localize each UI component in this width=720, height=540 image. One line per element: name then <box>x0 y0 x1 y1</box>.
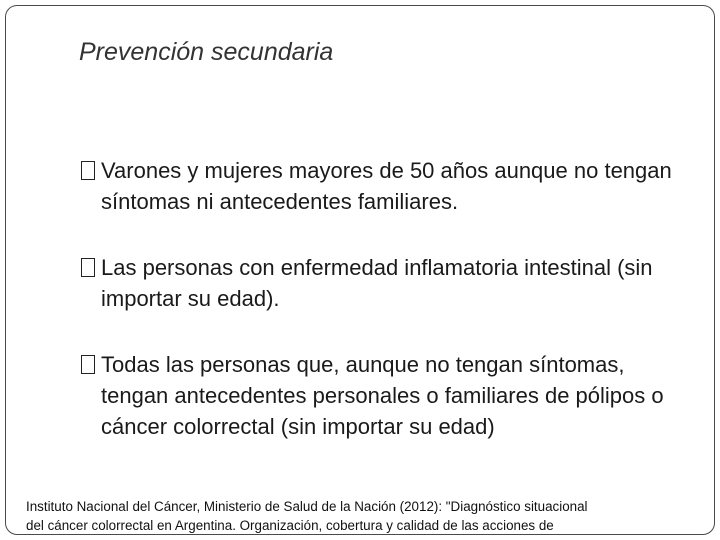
bullet-box-icon <box>81 161 95 180</box>
bullet-text-1: Varones y mujeres mayores de 50 años aunque no tengan síntomas ni antecedentes familiares. <box>101 158 672 214</box>
bullet-text-2: Las personas con enfermedad inflamatoria intestinal (sin importar su edad). <box>101 255 653 311</box>
bullet-text-3: Todas las personas que, aunque no tengan síntomas, tengan antecedentes personales o familiares de pólipos o cáncer colorrectal (sin importar su edad) <box>101 352 664 439</box>
bullet-list <box>81 155 681 442</box>
source-citation <box>26 497 716 535</box>
bullet-box-icon <box>81 258 95 277</box>
citation-line-1: Instituto Nacional del Cáncer, Ministerio de Salud de la Nación (2012): "Diagnóstico situacional <box>26 499 588 514</box>
bullet-item-1 <box>81 155 681 217</box>
slide-title: Prevención secundaria <box>79 38 334 66</box>
citation-line-2: del cáncer colorrectal en Argentina. Organización, cobertura y calidad de las acciones de <box>26 518 554 533</box>
bullet-item-3 <box>81 349 681 442</box>
bullet-item-2 <box>81 252 681 314</box>
bullet-box-icon <box>81 355 95 374</box>
